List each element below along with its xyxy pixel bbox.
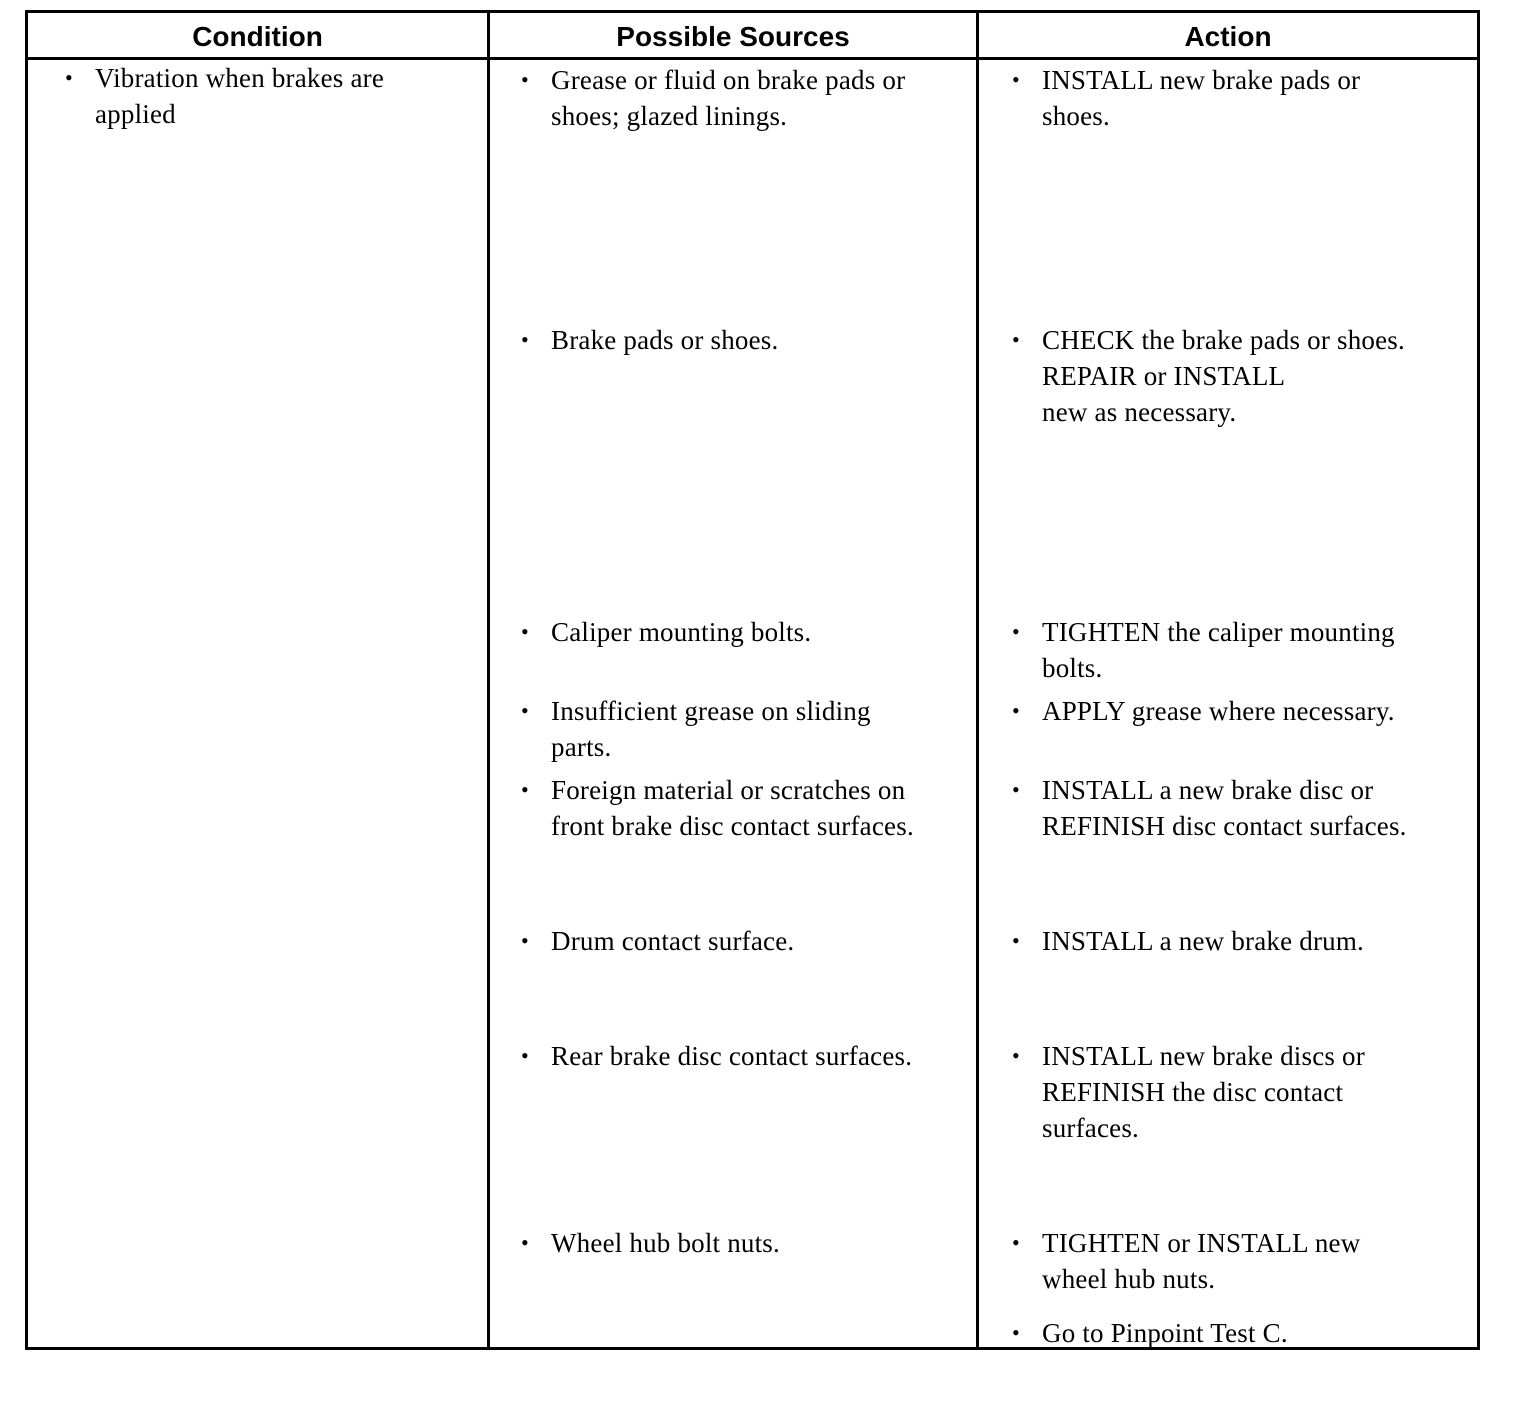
source-text: Rear brake disc contact surfaces. bbox=[551, 1041, 913, 1071]
header-condition: Condition bbox=[192, 21, 323, 52]
action-item bbox=[1012, 1038, 1472, 1146]
column-divider bbox=[976, 13, 979, 1347]
action-item bbox=[1012, 772, 1472, 844]
action-text: TIGHTEN or INSTALL new wheel hub nuts. bbox=[1042, 1228, 1361, 1294]
source-item bbox=[521, 62, 971, 134]
source-item bbox=[521, 772, 971, 844]
source-text: Brake pads or shoes. bbox=[551, 325, 779, 355]
bullet-icon: • bbox=[1012, 619, 1020, 644]
action-text: INSTALL new brake discs or REFINISH the disc contact surfaces. bbox=[1042, 1041, 1365, 1143]
bullet-icon: • bbox=[1012, 1320, 1020, 1345]
action-item bbox=[1012, 923, 1472, 959]
bullet-icon: • bbox=[1012, 698, 1020, 723]
action-item bbox=[1012, 1225, 1472, 1297]
bullet-icon: • bbox=[521, 1230, 529, 1255]
action-item bbox=[1012, 322, 1472, 430]
action-text: TIGHTEN the caliper mounting bolts. bbox=[1042, 617, 1395, 683]
bullet-icon: • bbox=[521, 327, 529, 352]
source-item bbox=[521, 322, 971, 358]
action-text: INSTALL a new brake drum. bbox=[1042, 926, 1364, 956]
column-divider bbox=[487, 13, 490, 1347]
source-item bbox=[521, 1225, 971, 1261]
action-text: INSTALL new brake pads or shoes. bbox=[1042, 65, 1361, 131]
source-text: Drum contact surface. bbox=[551, 926, 795, 956]
source-text: Caliper mounting bolts. bbox=[551, 617, 812, 647]
source-item bbox=[521, 614, 971, 650]
action-text: INSTALL a new brake disc or REFINISH disc contact surfaces. bbox=[1042, 775, 1407, 841]
source-text: Grease or fluid on brake pads or shoes; glazed linings. bbox=[551, 65, 906, 131]
bullet-icon: • bbox=[521, 619, 529, 644]
action-text: CHECK the brake pads or shoes. REPAIR or INSTALL new as necessary. bbox=[1042, 325, 1405, 427]
bullet-icon: • bbox=[521, 67, 529, 92]
bullet-icon: • bbox=[1012, 327, 1020, 352]
source-item bbox=[521, 923, 971, 959]
condition-item bbox=[65, 60, 475, 132]
source-text: Wheel hub bolt nuts. bbox=[551, 1228, 780, 1258]
bullet-icon: • bbox=[1012, 928, 1020, 953]
bullet-icon: • bbox=[521, 1043, 529, 1068]
action-item bbox=[1012, 62, 1472, 134]
action-text: Go to Pinpoint Test C. bbox=[1042, 1318, 1288, 1348]
action-text: APPLY grease where necessary. bbox=[1042, 696, 1395, 726]
header-action: Action bbox=[1184, 21, 1272, 52]
bullet-icon: • bbox=[1012, 1230, 1020, 1255]
source-item bbox=[521, 1038, 971, 1074]
bullet-icon: • bbox=[1012, 1043, 1020, 1068]
action-item bbox=[1012, 693, 1472, 729]
source-text: Insufficient grease on sliding parts. bbox=[551, 696, 871, 762]
bullet-icon: • bbox=[1012, 67, 1020, 92]
condition-text: Vibration when brakes are applied bbox=[95, 63, 385, 129]
bullet-icon: • bbox=[65, 65, 73, 90]
header-possible-sources: Possible Sources bbox=[616, 21, 850, 52]
source-item bbox=[521, 693, 971, 765]
bullet-icon: • bbox=[521, 777, 529, 802]
action-item bbox=[1012, 614, 1472, 686]
bullet-icon: • bbox=[1012, 777, 1020, 802]
source-text: Foreign material or scratches on front brake disc contact surfaces. bbox=[551, 775, 914, 841]
bullet-icon: • bbox=[521, 698, 529, 723]
bullet-icon: • bbox=[521, 928, 529, 953]
action-item bbox=[1012, 1315, 1472, 1351]
